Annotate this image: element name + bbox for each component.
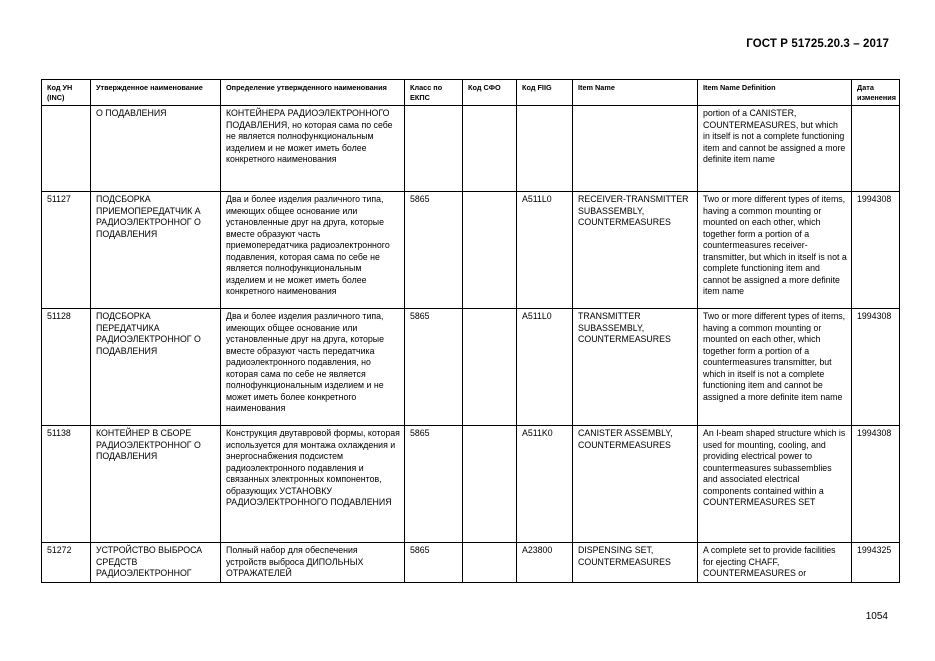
cell-sfo-code (463, 426, 517, 543)
cell-change-date: 1994308 (852, 192, 900, 309)
header-item-name: Item Name (573, 80, 698, 106)
cell-change-date: 1994308 (852, 426, 900, 543)
header-code: Код УН (INC) (42, 80, 91, 106)
header-change-date: Дата изменения (852, 80, 900, 106)
cell-code: 51128 (42, 309, 91, 426)
table-row (42, 192, 900, 309)
cell-fiig-code: A511L0 (517, 192, 573, 309)
cell-ekps-class: 5865 (405, 309, 463, 426)
cell-sfo-code (463, 106, 517, 192)
cell-definition-ru: Два и более изделия различного типа, имеющих общее основание или установленные друг на друга, которые вместе образуют часть приемопередатчика радиоэлектронного подавления, которая сама по себе не является полнофункциональным изделием и не может иметь более конкретного наименования (221, 192, 405, 309)
cell-item-name: TRANSMITTER SUBASSEMBLY, COUNTERMEASURES (573, 309, 698, 426)
cell-definition-ru: Конструкция двутавровой формы, которая используется для монтажа охлаждения и энергоснабжения подсистем радиоэлектронного подавления и связанных электронных компонентов, образующих УСТАНОВКУ РАДИОЭЛЕКТРОННОГО ПОДАВЛЕНИЯ (221, 426, 405, 543)
cell-approved-name: О ПОДАВЛЕНИЯ (91, 106, 221, 192)
table-row (42, 426, 900, 543)
cell-sfo-code (463, 309, 517, 426)
header-item-definition: Item Name Definition (698, 80, 852, 106)
cell-fiig-code: A511K0 (517, 426, 573, 543)
cell-definition-ru: КОНТЕЙНЕРА РАДИОЭЛЕКТРОННОГО ПОДАВЛЕНИЯ, но которая сама по себе не является полнофункциональным изделием и не может иметь более конкретного наименования (221, 106, 405, 192)
cell-definition-ru: Два и более изделия различного типа, имеющих общее основание или установленные друг на друга, которые вместе образуют часть передатчика радиоэлектронного подавления, но которая сама по себе не является полнофункциональным изделием и не может иметь более конкретного наименования (221, 309, 405, 426)
cell-approved-name: УСТРОЙСТВО ВЫБРОСА СРЕДСТВ РАДИОЭЛЕКТРОННОГ (91, 543, 221, 583)
cell-code (42, 106, 91, 192)
cell-item-name: CANISTER ASSEMBLY, COUNTERMEASURES (573, 426, 698, 543)
cell-item-name (573, 106, 698, 192)
cell-change-date: 1994325 (852, 543, 900, 583)
cell-item-name: RECEIVER-TRANSMITTER SUBASSEMBLY, COUNTERMEASURES (573, 192, 698, 309)
cell-definition-ru: Полный набор для обеспечения устройств выброса ДИПОЛЬНЫХ ОТРАЖАТЕЛЕЙ (221, 543, 405, 583)
table-row (42, 106, 900, 192)
header-sfo-code: Код СФО (463, 80, 517, 106)
cell-code: 51127 (42, 192, 91, 309)
cell-code: 51138 (42, 426, 91, 543)
table-header-row (42, 80, 900, 106)
cell-approved-name: ПОДСБОРКА ПРИЕМОПЕРЕДАТЧИК А РАДИОЭЛЕКТРОННОГ О ПОДАВЛЕНИЯ (91, 192, 221, 309)
cell-item-definition: portion of a CANISTER, COUNTERMEASURES, but which in itself is not a complete functioning item and cannot be assigned a more definite item name (698, 106, 852, 192)
nomenclature-table (41, 79, 900, 583)
document-standard-header: ГОСТ Р 51725.20.3 – 2017 (746, 38, 889, 50)
header-approved-name: Утвержденное наименование (91, 80, 221, 106)
cell-ekps-class: 5865 (405, 543, 463, 583)
cell-ekps-class: 5865 (405, 426, 463, 543)
cell-approved-name: КОНТЕЙНЕР В СБОРЕ РАДИОЭЛЕКТРОННОГ О ПОДАВЛЕНИЯ (91, 426, 221, 543)
cell-item-definition: Two or more different types of items, having a common mounting or mounted on each other, which together form a portion of a countermeasures transmitter, but which in itself is not a complete functioning item and cannot be assigned a more definite item name (698, 309, 852, 426)
table-row (42, 543, 900, 583)
cell-change-date (852, 106, 900, 192)
cell-sfo-code (463, 192, 517, 309)
header-fiig-code: Код FIIG (517, 80, 573, 106)
page-number: 1054 (865, 611, 888, 622)
cell-approved-name: ПОДСБОРКА ПЕРЕДАТЧИКА РАДИОЭЛЕКТРОННОГ О ПОДАВЛЕНИЯ (91, 309, 221, 426)
cell-ekps-class: 5865 (405, 192, 463, 309)
cell-item-definition: Two or more different types of items, having a common mounting or mounted on each other, which together form a portion of a countermeasures receiver-transmitter, but which in itself is not a complete functioning item and cannot be assigned a more definite item name (698, 192, 852, 309)
header-ekps-class: Класс по ЕКПС (405, 80, 463, 106)
cell-sfo-code (463, 543, 517, 583)
cell-item-definition: A complete set to provide facilities for ejecting CHAFF, COUNTERMEASURES or (698, 543, 852, 583)
cell-fiig-code (517, 106, 573, 192)
cell-item-name: DISPENSING SET, COUNTERMEASURES (573, 543, 698, 583)
cell-code: 51272 (42, 543, 91, 583)
cell-fiig-code: A511L0 (517, 309, 573, 426)
header-definition-ru: Определение утвержденного наименования (221, 80, 405, 106)
cell-fiig-code: A23800 (517, 543, 573, 583)
table-row (42, 309, 900, 426)
cell-item-definition: An I-beam shaped structure which is used for mounting, cooling, and providing electrical power to countermeasures subassemblies and associated electrical components contained within a COUNTERMEASURES SET (698, 426, 852, 543)
cell-ekps-class (405, 106, 463, 192)
cell-change-date: 1994308 (852, 309, 900, 426)
